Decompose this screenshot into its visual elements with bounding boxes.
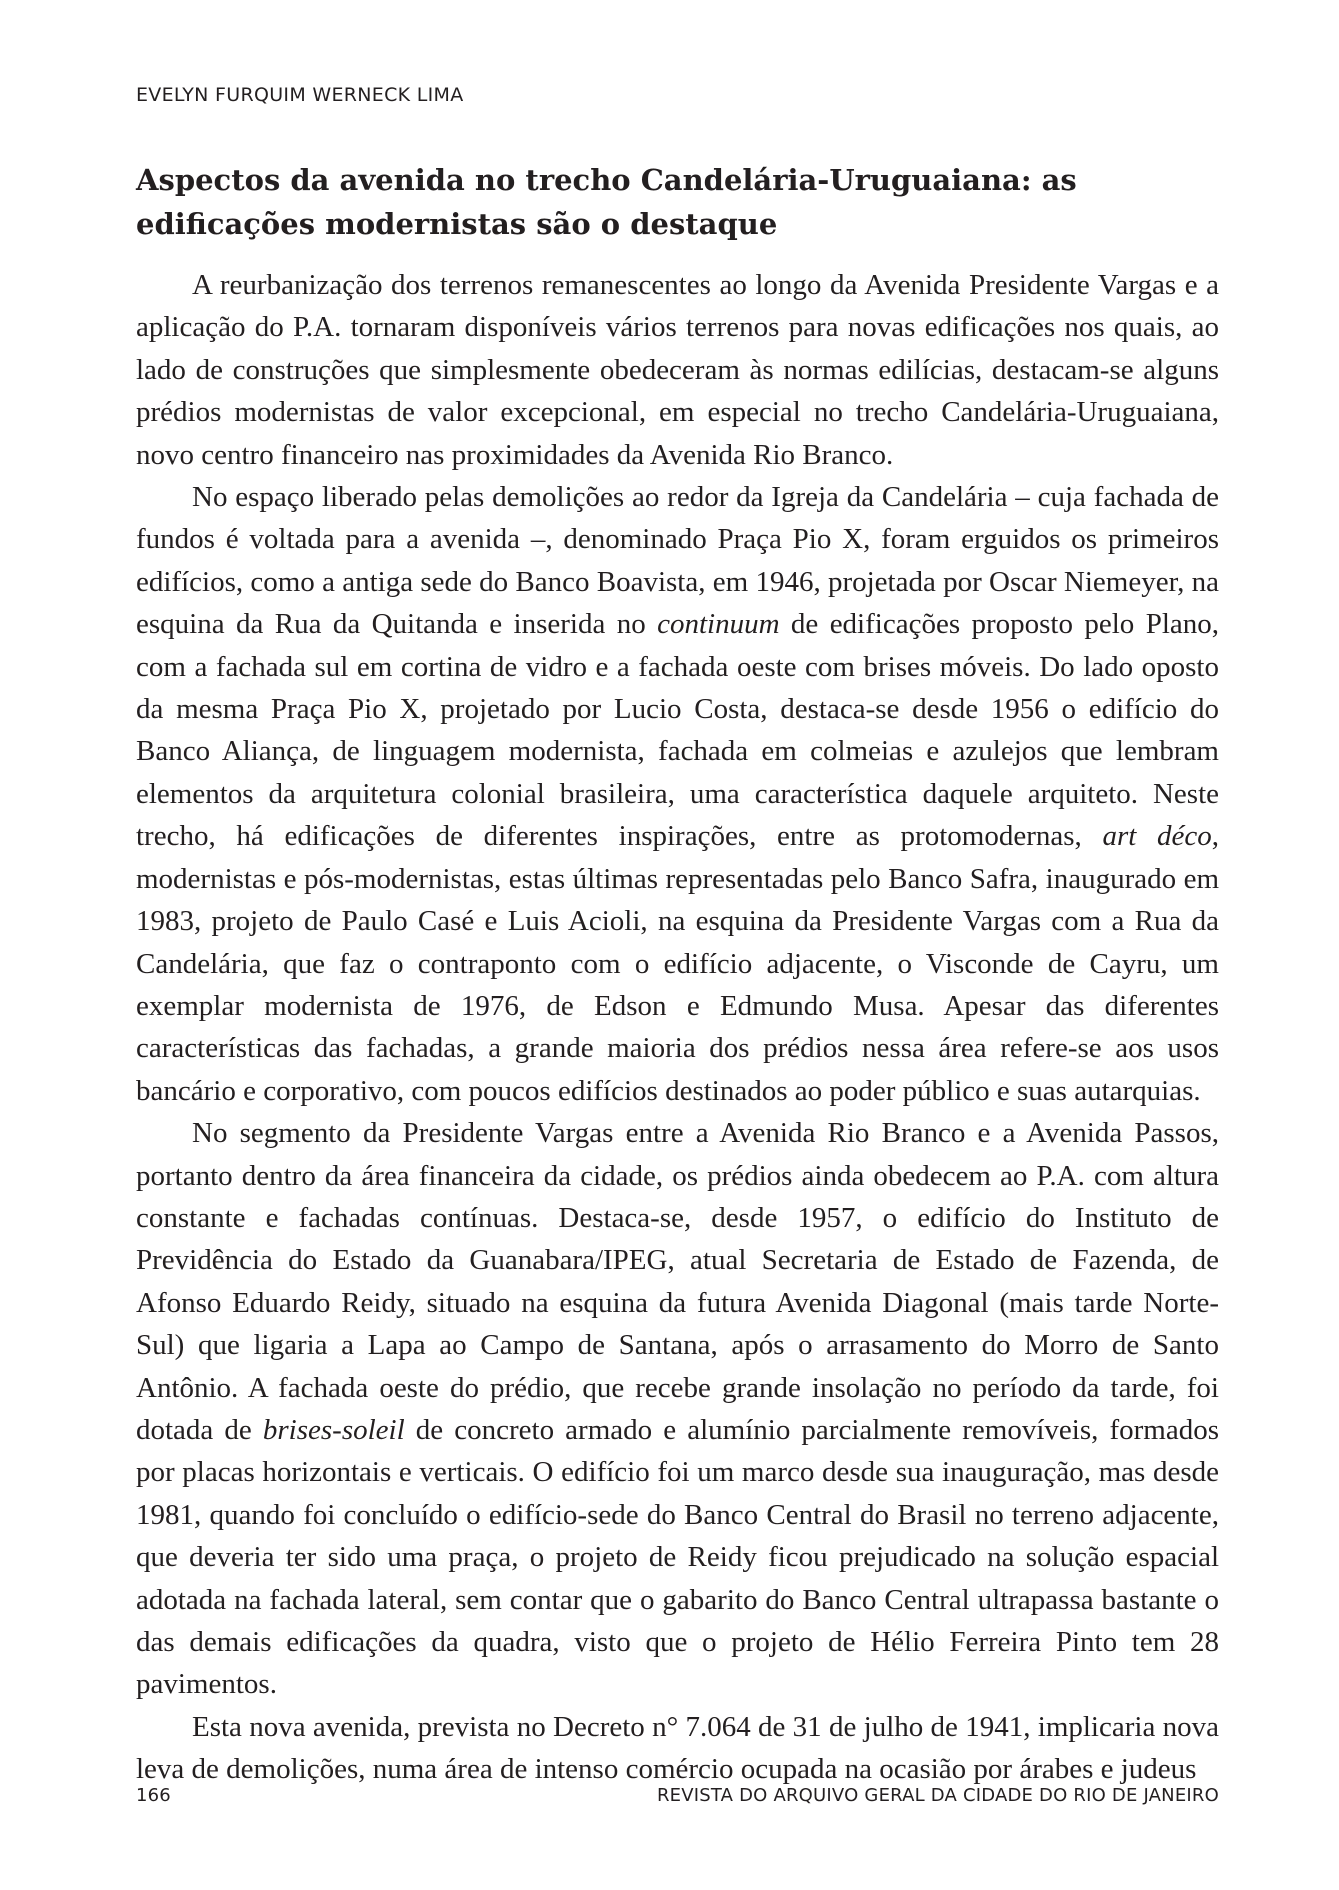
article-body bbox=[136, 264, 1219, 1791]
text-run: Esta nova avenida, prevista no Decreto n° 7.064 de 31 de julho de 1941, implicaria nova leva de demolições, numa área de intenso comércio ocupada na ocasião por árabes e judeus bbox=[136, 1710, 1219, 1786]
text-run: No segmento da Presidente Vargas entre a Avenida Rio Branco e a Avenida Passos, portanto dentro da área financeira da cidade, os prédios ainda obedecem ao P.A. com altura constante e fachadas contínuas. Destaca-se, desde 1957, o edifício do Instituto de Previdência do Estado da Guanabara/IPEG, atual Secretaria de Estado de Fazenda, de Afonso Eduardo Reidy, situado na esquina da futura Avenida Diagonal (mais tarde Norte-Sul) que ligaria a Lapa ao Campo de Santana, após o arrasamento do Morro de Santo Antônio. A fachada oeste do prédio, que recebe grande insolação no período da tarde, foi dotada de bbox=[136, 1117, 1219, 1446]
text-run: A reurbanização dos terrenos remanescentes ao longo da Avenida Presidente Vargas e a aplicação do P.A. tornaram disponíveis vários terrenos para novas edificações nos quais, ao lado de construções que simplesmente obedeceram às normas edilícias, destacam-se alguns prédios modernistas de valor excepcional, em especial no trecho Candelária-Uruguaiana, novo centro financeiro nas proximidades da Avenida Rio Branco. bbox=[136, 269, 1219, 471]
paragraph bbox=[136, 264, 1219, 476]
italic-term: art déco bbox=[1102, 820, 1212, 853]
paragraph bbox=[136, 1112, 1219, 1706]
journal-title: REVISTA DO ARQUIVO GERAL DA CIDADE DO RIO DE JANEIRO bbox=[656, 1785, 1219, 1806]
text-run: de edificações proposto pelo Plano, com a fachada sul em cortina de vidro e a fachada oeste com brises móveis. Do lado oposto da mesma Praça Pio X, projetado por Lucio Costa, destaca-se desde 1956 o edifício do Banco Aliança, de linguagem modernista, fachada em colmeias e azulejos que lembram elementos da arquitetura colonial brasileira, uma característica daquele arquiteto. Neste trecho, há edificações de diferentes inspirações, entre as protomodernas, bbox=[136, 608, 1219, 853]
text-run: , modernistas e pós-modernistas, estas últimas representadas pelo Banco Safra, inaugurado em 1983, projeto de Paulo Casé e Luis Acioli, na esquina da Presidente Vargas com a Rua da Candelária, que faz o contraponto com o edifício adjacente, o Visconde de Cayru, um exemplar modernista de 1976, de Edson e Edmundo Musa. Apesar das diferentes características das fachadas, a grande maioria dos prédios nessa área refere-se aos usos bancário e corporativo, com poucos edifícios destinados ao poder público e suas autarquias. bbox=[136, 820, 1219, 1107]
running-head: EVELYN FURQUIM WERNECK LIMA bbox=[136, 84, 464, 106]
text-run: de concreto armado e alumínio parcialmente removíveis, formados por placas horizontais e verticais. O edifício foi um marco desde sua inauguração, mas desde 1981, quando foi concluído o edifício-sede do Banco Central do Brasil no terreno adjacente, que deveria ter sido uma praça, o projeto de Reidy ficou prejudicado na solução espacial adotada na fachada lateral, sem contar que o gabarito do Banco Central ultrapassa bastante o das demais edificações da quadra, visto que o projeto de Hélio Ferreira Pinto tem 28 pavimentos. bbox=[136, 1413, 1220, 1701]
paragraph bbox=[136, 1706, 1219, 1791]
page-footer bbox=[136, 1785, 1219, 1806]
text-run: No espaço liberado pelas demolições ao redor da Igreja da Candelária – cuja fachada de fundos é voltada para a avenida –, denominado Praça Pio X, foram erguidos os primeiros edifícios, como a antiga sede do Banco Boavista, em 1946, projetada por Oscar Niemeyer, na esquina da Rua da Quitanda e inserida no bbox=[136, 481, 1219, 641]
page-number: 166 bbox=[136, 1785, 171, 1806]
section-title: Aspectos da avenida no trecho Candelária-Uruguaiana: as edificações modernistas são o destaque bbox=[136, 163, 1077, 241]
italic-term: brises-soleil bbox=[262, 1413, 405, 1446]
italic-term: continuum bbox=[657, 608, 780, 641]
paragraph bbox=[136, 476, 1219, 1112]
